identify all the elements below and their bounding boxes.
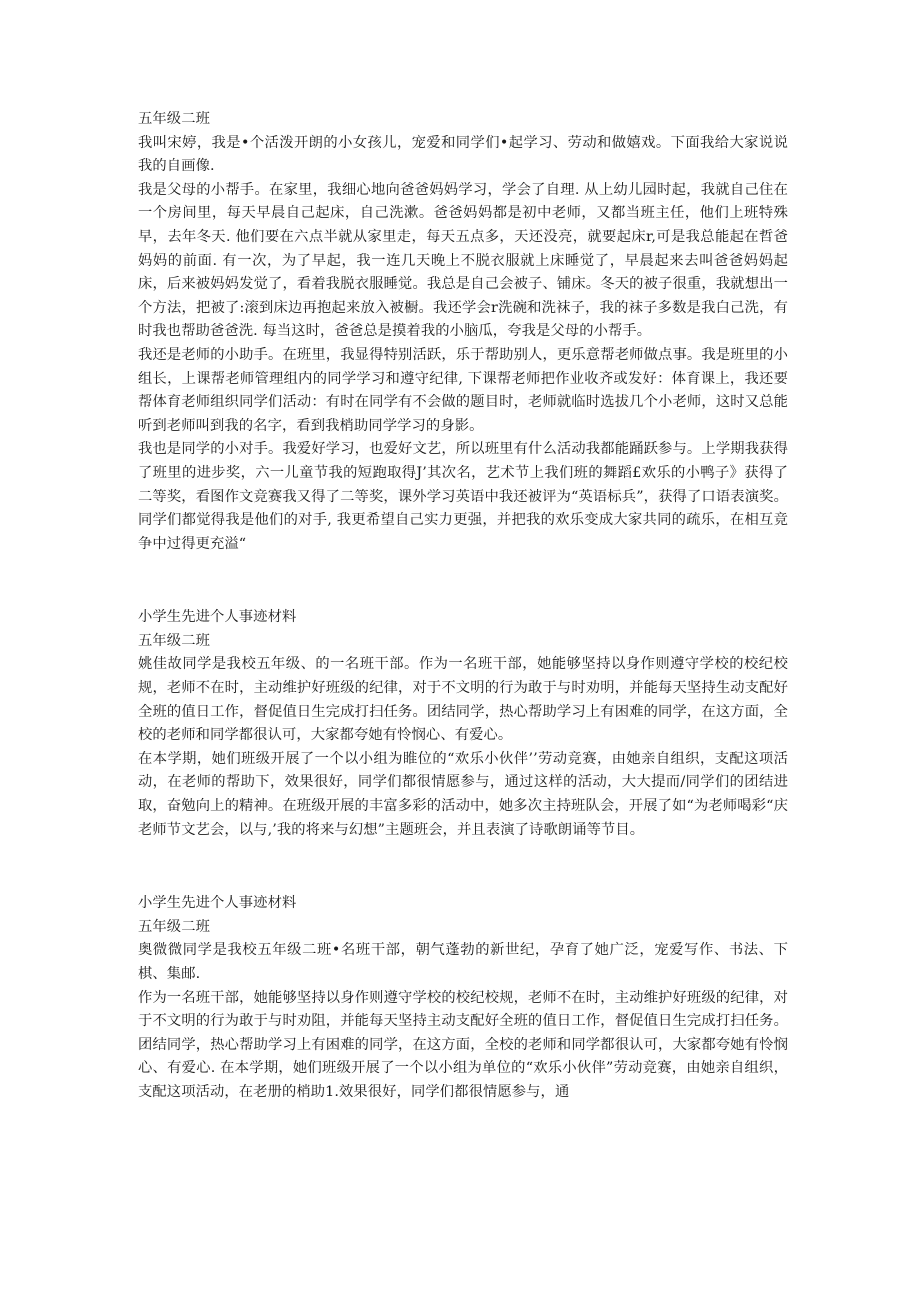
teacher-helper-paragraph: 我还是老师的小助手。在班里，我显得特别活跃，乐于帮助别人，更乐意帮老师做点事。我是班里的小组长，上课帮老师管理组内的同学学习和遵守纪律, 下课帮老师把作业收齐或发好：体育课上，我还要帮体育老师组织同学们活动：有时在同学有不会做的题目时，老师就临时选拔几个小老师，这时又总能听到老师叫到我的名字，看到我梢助同学学习的身影。 (138, 346, 788, 434)
body-paragraph: 作为一名班干部，她能够坚持以身作则遵守学校的校纪校规，老师不在时，主动维护好班级的纪律，对于不文明的行为敢于与时劝阻，并能每天坚持主动支配好全班的值日工作，督促值日生完成打扫任务。团结同学，热心帮助学习上有困难的同学，在这方面，全校的老师和同学都很认可，大家都夸她有怜悯心、有爱心. 在本学期，她们班级开展了一个以小组为单位的“欢乐小伙伴”劳动竞赛，由她亲自组织，支配这项活动，在老册的梢助1.效果很好，同学们都很情愿参与，通 (138, 989, 788, 1100)
parents-helper-paragraph: 我是父母的小帮手。在家里，我细心地向爸爸妈妈学习，学会了自理. 从上幼儿园时起，我就自己住在一个房间里，每天早晨自己起床，自己洗漱。爸爸妈妈都是初中老师，又都当班主任，他们上班特殊早，去年冬天. 他们要在六点半就从家里走，每天五点多，天还没亮，就要起床r,可是我总能起在哲爸妈妈的前面. 有一次，为了早起，我一连几天晚上不脱衣服就上床睡觉了，早晨起来去叫爸爸妈妈起床，后来被妈妈发觉了，看着我脱衣服睡觉。我总是自己会被子、铺床。冬天的被子很重，我就想出一个方法，把被了:滚到床边再抱起来放入被橱。我还学会r洗碗和洗袜子，我的袜子多数是我白己洗，有时我也帮助爸爸洗. 每当这时，爸爸总是摸着我的小脑瓜，夸我是父母的小帮手。 (138, 181, 788, 340)
body-paragraph: 奥微微同学是我校五年级二班•名班干部，朝气蓬勃的新世纪，孕育了她广泛，宠爱写作、书法、下棋、集邮. (138, 942, 788, 982)
section-title: 小学生先进个人事迹材料 (138, 609, 297, 626)
class-label: 五年级二班 (138, 111, 210, 127)
document-page (138, 108, 788, 1105)
class-label: 五年级二班 (138, 918, 210, 935)
class-label: 五年级二班 (138, 632, 210, 649)
section-yao-jia (138, 606, 788, 842)
body-paragraph: 在本学期，她们班级开展了一个以小组为睢位的“欢乐小伙伴’’劳动竞赛，由她亲自组织，支配这项活动，在老师的帮助下，效果很好，同学们都很情愿参与，通过这样的活动，大大提而/同学们的团结进取，奋勉向上的精神。在班级开展的丰富多彩的活动中，她多次主持班队会，开展了如“为老师喝彩“庆老师节文艺会，以与,’我的将来与幻想”主题班会，并且表演了诗歌朗诵等节目。 (138, 750, 788, 838)
section-ao-weiwei (138, 892, 788, 1104)
classmate-rival-paragraph: 我也是同学的小对手。我爱好学习，也爱好文艺，所以班里有什么活动我都能踊跃参与。上学期我获得了班里的进步奖，六一儿童节我的短跑取得J’其次名，艺术节上我们班的舞蹈£欢乐的小鸭子》获得了二等奖，看图作文竞赛我又得了二等奖，课外学习英语中我还被评为“英语标兵”，获得了口语表演奖。同学们都觉得我是他们的对手, 我更希望自己实力更强，并把我的欢乐变成大家共同的疏乐，在相互竞争中过得更充溢“ (138, 441, 788, 552)
body-paragraph: 姚佳故同学是我校五年级、的一名班干部。作为一名班干部，她能够坚持以身作则遵守学校的校纪校规，老师不在时，主动维护好班级的纪律，对于不文明的行为敢于与时劝明，并能每天坚持生动支配好全班的值日工作，督促值日生完成打扫任务。团结同学，热心帮助学习上有困难的同学，在这方面，全校的老师和同学都很认可，大家都夸她有怜悯心、有爱心。 (138, 656, 788, 744)
section-title: 小学生先进个人事迹材料 (138, 895, 297, 912)
intro-paragraph: 我叫宋婷，我是•个活泼开朗的小女孩儿，宠爱和同学们•起学习、劳动和做嬉戏。下面我给大家说说我的自画像. (138, 134, 788, 175)
section-song-ting (138, 108, 788, 556)
